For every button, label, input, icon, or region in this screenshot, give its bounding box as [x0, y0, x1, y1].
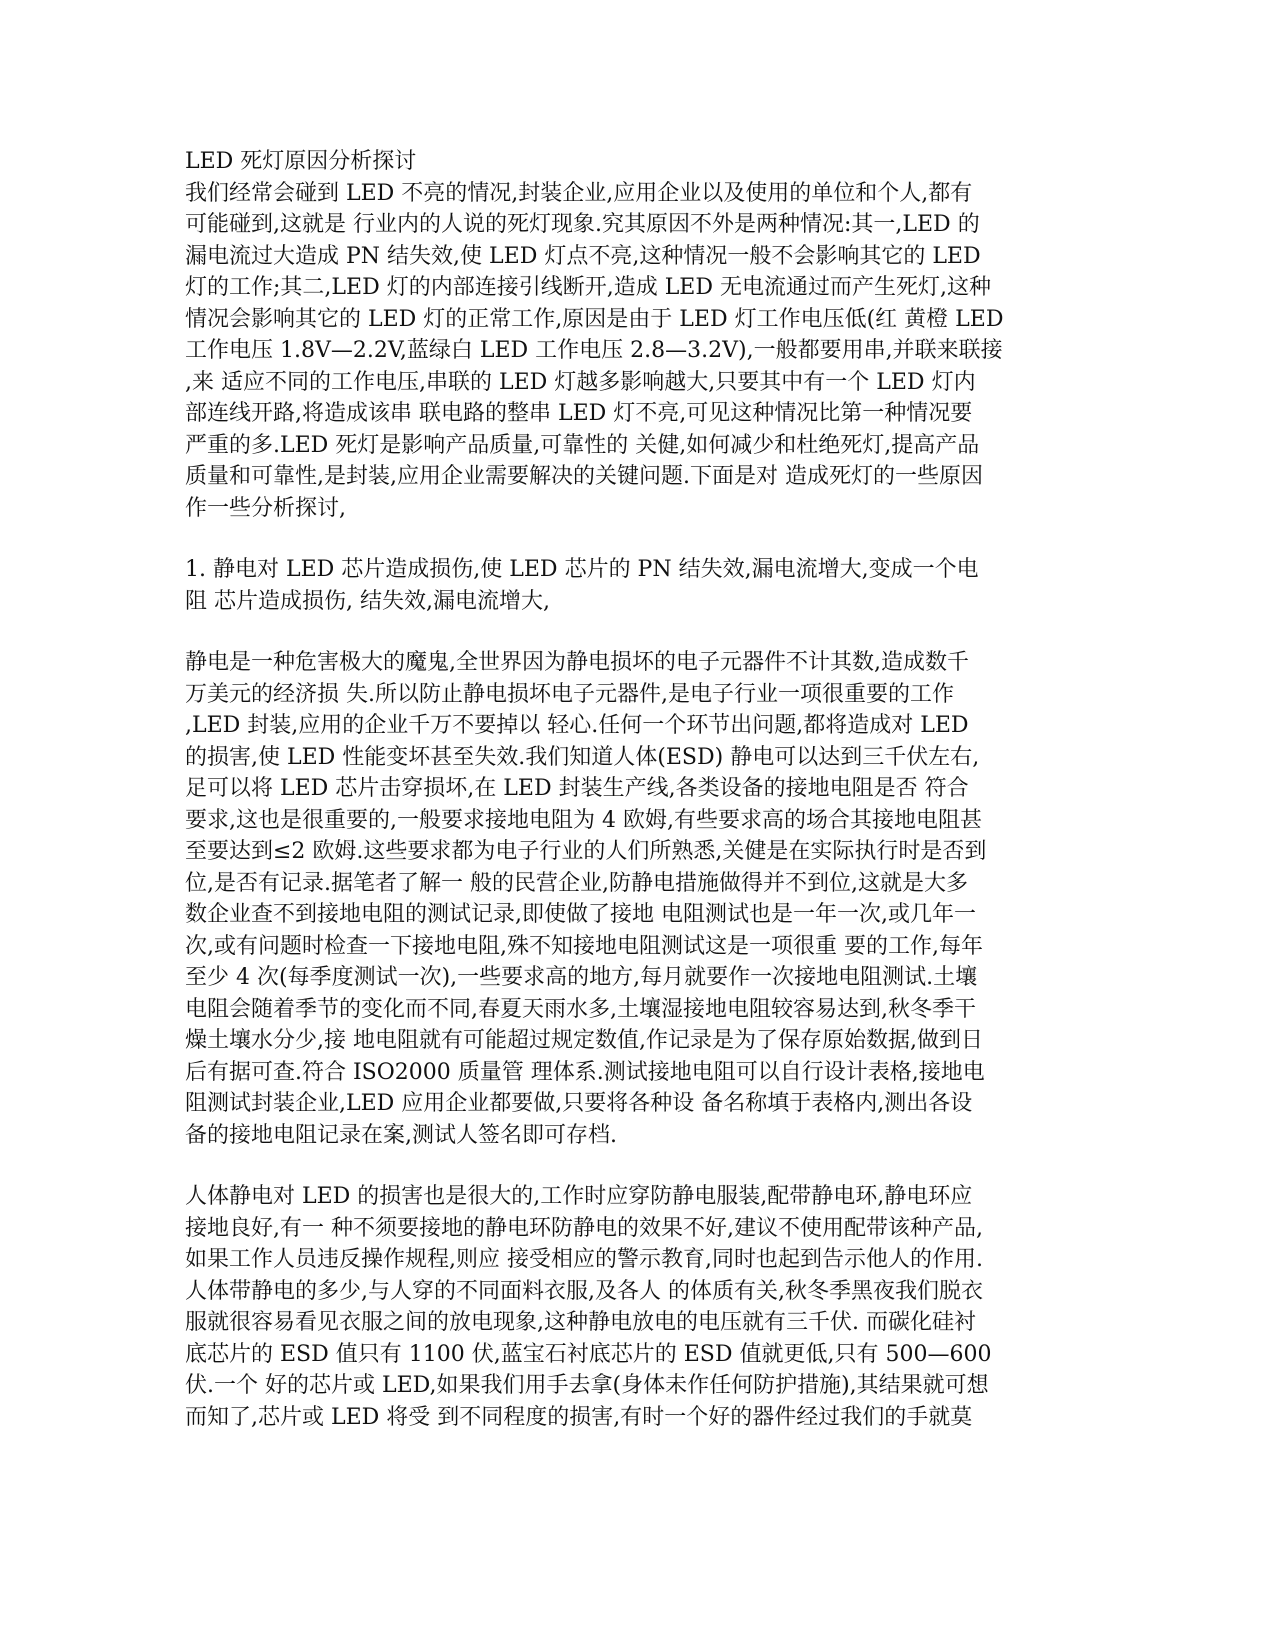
- text-line: 静电是一种危害极大的魔鬼,全世界因为静电损坏的电子元器件不计其数,造成数千: [185, 650, 969, 675]
- text-line: ,LED 封装,应用的企业千万不要掉以 轻心.任何一个环节出问题,都将造成对 LED: [185, 713, 969, 738]
- paragraph-gap: [185, 617, 1105, 647]
- text-line: 阻测试封装企业,LED 应用企业都要做,只要将各种设 备名称填于表格内,测出各设: [185, 1091, 973, 1116]
- text-line: 人体带静电的多少,与人穿的不同面料衣服,及各人 的体质有关,秋冬季黑夜我们脱衣: [185, 1278, 983, 1304]
- text-line: 我们经常会碰到 LED 不亮的情况,封装企业,应用企业以及使用的单位和个人,都有: [185, 180, 973, 206]
- paragraph-static-electricity: [185, 647, 1105, 1151]
- text-line: 数企业查不到接地电阻的测试记录,即使做了接地 电阻测试也是一年一次,或几年一: [185, 902, 976, 927]
- text-line: 灯的工作;其二,LED 灯的内部连接引线断开,造成 LED 无电流通过而产生死灯,这种: [185, 275, 991, 300]
- text-line: 万美元的经济损 失.所以防止静电损坏电子元器件,是电子行业一项很重要的工作: [185, 681, 954, 707]
- text-line: 作一些分析探讨,: [185, 495, 346, 521]
- document-body: [185, 146, 1105, 1433]
- text-line: 质量和可靠性,是封装,应用企业需要解决的关键问题.下面是对 造成死灯的一些原因: [185, 464, 983, 489]
- text-line: 工作电压 1.8V—2.2V,蓝绿白 LED 工作电压 2.8—3.2V),一般都要用串,并联来联接: [185, 338, 1003, 363]
- text-line: 漏电流过大造成 PN 结失效,使 LED 灯点不亮,这种情况一般不会影响其它的 LED: [185, 243, 981, 269]
- text-line: 底芯片的 ESD 值只有 1100 伏,蓝宝石衬底芯片的 ESD 值就更低,只有 500—600: [185, 1341, 992, 1367]
- paragraph-section-1-heading: [185, 554, 1105, 617]
- paragraph-human-static: [185, 1181, 1105, 1433]
- paragraph-intro: [185, 178, 1105, 525]
- document-title: LED 死灯原因分析探讨: [185, 149, 417, 174]
- text-line: 至要达到≤2 欧姆.这些要求都为电子行业的人们所熟悉,关健是在实际执行时是否到: [185, 839, 987, 864]
- text-line: 位,是否有记录.据笔者了解一 般的民营企业,防静电措施做得并不到位,这就是大多: [185, 870, 968, 896]
- text-line: 后有据可查.符合 ISO2000 质量管 理体系.测试接地电阻可以自行设计表格,接地电: [185, 1059, 985, 1085]
- text-line: 的损害,使 LED 性能变坏甚至失效.我们知道人体(ESD) 静电可以达到三千伏左右,: [185, 744, 980, 770]
- text-line: 服就很容易看见衣服之间的放电现象,这种静电放电的电压就有三千伏. 而碳化硅衬: [185, 1310, 976, 1335]
- text-line: 至少 4 次(每季度测试一次),一些要求高的地方,每月就要作一次接地电阻测试.土壤: [185, 965, 978, 990]
- text-line: ,来 适应不同的工作电压,串联的 LED 灯越多影响越大,只要其中有一个 LED 灯内: [185, 369, 976, 395]
- paragraph-gap: [185, 1151, 1105, 1181]
- text-line: 人体静电对 LED 的损害也是很大的,工作时应穿防静电服装,配带静电环,静电环应: [185, 1184, 973, 1209]
- text-line: 如果工作人员违反操作规程,则应 接受相应的警示教育,同时也起到告示他人的作用.: [185, 1247, 983, 1272]
- text-line: 备的接地电阻记录在案,测试人签名即可存档.: [185, 1122, 617, 1148]
- text-line: 次,或有问题时检查一下接地电阻,殊不知接地电阻测试这是一项很重 要的工作,每年: [185, 933, 983, 959]
- text-line: 伏.一个 好的芯片或 LED,如果我们用手去拿(身体未作任何防护措施),其结果就可想: [185, 1373, 989, 1398]
- text-line: 阻 芯片造成损伤, 结失效,漏电流增大,: [185, 588, 550, 614]
- text-line: 接地良好,有一 种不须要接地的静电环防静电的效果不好,建议不使用配带该种产品,: [185, 1215, 983, 1241]
- text-line: 1. 静电对 LED 芯片造成损伤,使 LED 芯片的 PN 结失效,漏电流增大,变成一个电: [185, 557, 979, 582]
- text-line: 足可以将 LED 芯片击穿损坏,在 LED 封装生产线,各类设备的接地电阻是否 符合: [185, 776, 969, 801]
- text-line: 要求,这也是很重要的,一般要求接地电阻为 4 欧姆,有些要求高的场合其接地电阻甚: [185, 807, 982, 833]
- text-line: 而知了,芯片或 LED 将受 到不同程度的损害,有时一个好的器件经过我们的手就莫: [185, 1404, 973, 1430]
- text-line: 电阻会随着季节的变化而不同,春夏天雨水多,土壤湿接地电阻较容易达到,秋冬季干: [185, 996, 976, 1022]
- text-line: 燥土壤水分少,接 地电阻就有可能超过规定数值,作记录是为了保存原始数据,做到日: [185, 1028, 983, 1053]
- text-line: 严重的多.LED 死灯是影响产品质量,可靠性的 关健,如何减少和杜绝死灯,提高产品: [185, 432, 980, 458]
- text-line: 部连线开路,将造成该串 联电路的整串 LED 灯不亮,可见这种情况比第一种情况要: [185, 401, 973, 426]
- text-line: 可能碰到,这就是 行业内的人说的死灯现象.究其原因不外是两种情况:其一,LED 的: [185, 212, 980, 237]
- text-line: 情况会影响其它的 LED 灯的正常工作,原因是由于 LED 灯工作电压低(红 黄橙 LED: [185, 306, 1004, 332]
- paragraph-gap: [185, 524, 1105, 554]
